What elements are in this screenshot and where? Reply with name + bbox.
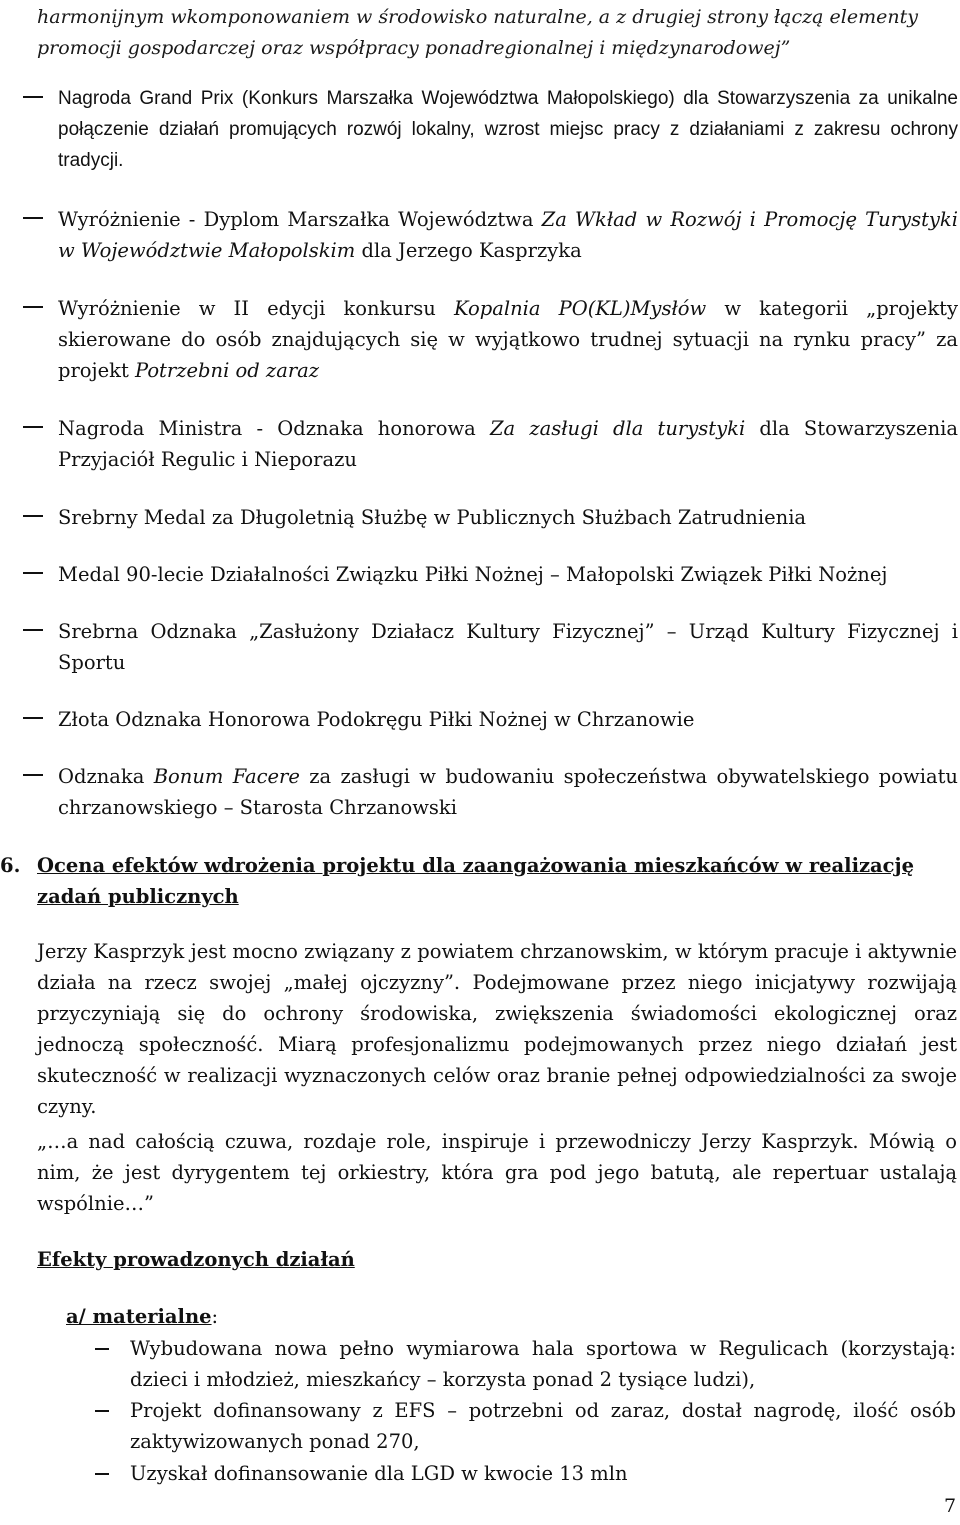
paragraph-2-quote: „…a nad całością czuwa, rozdaje role, inspiruje i przewodniczy Jerzy Kasprzyk. Mówią o nim, że jest dyrygentem tej orkiestry, która gra pod jego batutą, ale repertuar ustalają wspólnie…” (37, 1130, 957, 1215)
material-label (66, 1301, 218, 1332)
list-dash (95, 1410, 109, 1412)
award-title-italic: Za Wkład w Rozwój i Promocję Turystyki w Województwie Małopolskim (58, 208, 958, 262)
list-dash (23, 572, 43, 574)
list-dash (95, 1348, 109, 1350)
material-label-text: a/ materialne (66, 1305, 212, 1328)
section-number: 6. (0, 854, 21, 877)
material-item-1: Wybudowana nowa pełno wymiarowa hala sportowa w Regulicach (korzystają: dzieci i młodzież, mieszkańcy – korzysta ponad 2 tysiące ludzi), (130, 1337, 956, 1391)
award-item-5 (58, 502, 958, 533)
award-title-italic: Kopalnia PO(KL)Mysłów (453, 297, 707, 320)
award-text: Medal 90-lecie Działalności Związku Piłki Nożnej – Małopolski Związek Piłki Nożnej (58, 563, 888, 586)
paragraph-1: Jerzy Kasprzyk jest mocno związany z powiatem chrzanowskim, w którym pracuje i aktywnie działa na rzecz swojej „małej ojczyzny”. Podejmowane przez niego inicjatywy rozwijają przyczyniają się do ochrony środowiska, zwiększenia świadomości ekologicznej oraz jednoczą społeczność. Miarą profesjonalizmu podejmowanych przez niego działań jest skuteczność w realizacji wyznaczonych celów oraz branie pełnej odpowiedzialności za swoje czyny. (37, 940, 957, 1118)
award-item-1 (58, 83, 958, 176)
award-text: Nagroda Ministra - Odznaka honorowa (58, 417, 490, 440)
lead-text: harmonijnym wkomponowaniem w środowisko naturalne, a z drugiej strony łączą elementy promocji gospodarczej oraz współpracy ponadregionalnej i międzynarodowej” (37, 6, 918, 59)
list-dash (95, 1473, 109, 1475)
award-text: w kategorii „projekty skierowane do osób znajdujących się w wyjątkowo trudnej sytuacji na rynku pracy” za projekt (58, 297, 958, 382)
list-dash (23, 96, 43, 98)
section-title: Ocena efektów wdrożenia projektu dla zaangażowania mieszkańców w realizację zadań publicznych (37, 854, 915, 908)
award-title-italic: Bonum Facere (153, 765, 300, 788)
award-text: Odznaka (58, 765, 154, 788)
list-dash (23, 774, 43, 776)
award-item-3 (58, 293, 958, 386)
award-title-italic: Za zasługi dla turystyki (489, 417, 746, 440)
list-dash (23, 217, 43, 219)
award-text: Srebrna Odznaka „Zasłużony Działacz Kultury Fizycznej” – Urząd Kultury Fizycznej i Sportu (58, 620, 958, 674)
award-text: dla Stowarzyszenia Przyjaciół Regulic i Nieporazu (58, 417, 958, 471)
list-dash (23, 629, 43, 631)
award-text: za zasługi w budowaniu społeczeństwa obywatelskiego powiatu chrzanowskiego – Starosta Chrzanowski (58, 765, 958, 819)
page-number: 7 (944, 1495, 957, 1517)
award-text: Wyróżnienie w II edycji konkursu (58, 297, 454, 320)
award-text: Nagroda Grand Prix (Konkurs Marszałka Województwa Małopolskiego) dla Stowarzyszenia za unikalne połączenie działań promujących rozwój lokalny, wzrost miejsc pracy z działaniami z zakresu ochrony tradycji. (58, 88, 958, 171)
award-item-7 (58, 616, 958, 678)
material-item-2: Projekt dofinansowany z EFS – potrzebni od zaraz, dostał nagrodę, ilość osób zaktywizowanych ponad 270, (130, 1399, 956, 1453)
award-text: Srebrny Medal za Długoletnią Służbę w Publicznych Służbach Zatrudnienia (58, 506, 807, 529)
award-item-8 (58, 704, 958, 735)
section-heading (0, 850, 957, 912)
award-text: Wyróżnienie - Dyplom Marszałka Województwa (58, 208, 542, 231)
list-dash (23, 717, 43, 719)
award-item-2 (58, 204, 958, 266)
list-dash (23, 515, 43, 517)
award-item-9 (58, 761, 958, 823)
list-dash (23, 306, 43, 308)
award-item-6 (58, 559, 958, 590)
award-text: dla Jerzego Kasprzyka (355, 239, 582, 262)
material-item-3: Uzyskał dofinansowanie dla LGD w kwocie 13 mln (130, 1462, 628, 1485)
effects-heading: Efekty prowadzonych działań (37, 1248, 355, 1271)
award-text: Złota Odznaka Honorowa Podokręgu Piłki Nożnej w Chrzanowie (58, 708, 695, 731)
award-item-4 (58, 413, 958, 475)
award-title-italic: Potrzebni od zaraz (134, 359, 320, 382)
material-label-colon: : (211, 1305, 219, 1328)
list-dash (23, 426, 43, 428)
